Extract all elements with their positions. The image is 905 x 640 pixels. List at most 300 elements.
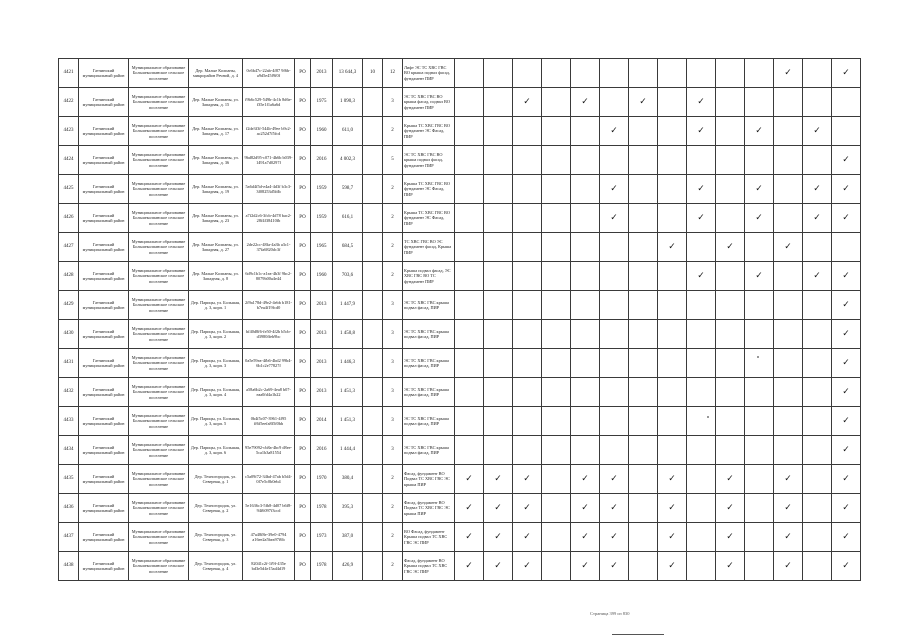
work-type-cell <box>716 233 745 262</box>
work-type-cell <box>832 407 861 436</box>
form-cell: РО <box>295 320 311 349</box>
table-row <box>59 262 861 291</box>
checkmark-icon: ✓ <box>523 96 531 107</box>
year-cell: 2016 <box>311 146 333 175</box>
checkmark-icon: ✓ <box>842 502 850 513</box>
row-id: 4425 <box>59 175 79 204</box>
floors-cell <box>363 436 383 465</box>
address-cell: Дер. Малые Колпаны, микрорайон Речной, д. 4 <box>189 59 243 88</box>
floors-cell <box>363 175 383 204</box>
work-type-cell <box>455 291 484 320</box>
work-type-cell <box>542 291 571 320</box>
fias-code-cell: 9bd82d95-c071-4b6b b039-1491a7d0297f <box>243 146 295 175</box>
table-row <box>59 523 861 552</box>
work-type-cell <box>513 262 542 291</box>
checkmark-icon: ✓ <box>697 212 705 223</box>
work-type-cell <box>803 378 832 407</box>
work-type-cell <box>629 349 658 378</box>
work-type-cell <box>832 320 861 349</box>
floors-cell <box>363 378 383 407</box>
work-type-cell <box>484 146 513 175</box>
year-cell: 2013 <box>311 349 333 378</box>
work-type-cell <box>716 436 745 465</box>
work-type-cell <box>600 349 629 378</box>
work-type-cell <box>571 88 600 117</box>
work-type-cell <box>803 291 832 320</box>
checkmark-icon: ✓ <box>610 560 618 571</box>
work-type-cell <box>484 204 513 233</box>
systems-cell: Фасад, фундамент ВО Крыша подвал ТС ХВС ГВС ЭС ПИР <box>403 552 455 581</box>
checkmark-icon: ✓ <box>726 502 734 513</box>
work-type-cell <box>774 146 803 175</box>
work-type-cell <box>716 146 745 175</box>
fias-code-cell: f9b6c529-549b-4c1b 8d6e-f35e1f1a6a6d <box>243 88 295 117</box>
work-type-cell <box>542 88 571 117</box>
district-cell: Гатчинский муниципальный район <box>79 262 129 291</box>
address-cell: Дер. Малые Колпаны, ул. Западная, д. 23 <box>189 204 243 233</box>
work-type-cell <box>455 204 484 233</box>
year-cell: 2013 <box>311 59 333 88</box>
checkmark-icon: ✓ <box>813 212 821 223</box>
work-type-cell <box>629 59 658 88</box>
work-type-cell <box>745 262 774 291</box>
work-type-cell <box>774 552 803 581</box>
work-type-cell <box>571 117 600 146</box>
address-cell: Дер. Парицы, ул. Большая, д. 3, корп. 6 <box>189 436 243 465</box>
checkmark-icon: ✓ <box>523 473 531 484</box>
work-type-cell <box>600 378 629 407</box>
table-row <box>59 291 861 320</box>
work-type-cell <box>745 378 774 407</box>
year-cell: 1959 <box>311 175 333 204</box>
fias-code-cell: a7f2d2c6-3fcb-4d78 bac2-28f4f38410fb <box>243 204 295 233</box>
checkmark-icon: ✓ <box>813 125 821 136</box>
work-type-cell <box>571 378 600 407</box>
work-type-cell <box>455 233 484 262</box>
checkmark-icon: ✓ <box>842 386 850 397</box>
work-type-cell <box>658 59 687 88</box>
entrances-cell: 3 <box>383 378 403 407</box>
area-cell: 616,1 <box>333 204 363 233</box>
work-type-cell <box>542 320 571 349</box>
work-type-cell <box>803 552 832 581</box>
row-id: 4428 <box>59 262 79 291</box>
work-type-cell <box>687 146 716 175</box>
checkmark-icon: ✓ <box>697 270 705 281</box>
work-type-cell <box>832 465 861 494</box>
work-type-cell <box>571 552 600 581</box>
fias-code-cell: bf40d8f6-fe50-4f2b b5cb-d3980ffeb9bc <box>243 320 295 349</box>
checkmark-icon: ✓ <box>813 270 821 281</box>
entrances-cell: 3 <box>383 349 403 378</box>
settlement-cell: Муниципальное образование Большеколпанское сельское поселение <box>129 262 189 291</box>
form-cell: РО <box>295 59 311 88</box>
systems-cell: Крыша ТС ХВС ГВС ВО фундамент ЭС Фасад, ПИР <box>403 204 455 233</box>
table-row <box>59 436 861 465</box>
work-type-cell <box>455 436 484 465</box>
work-type-cell <box>629 320 658 349</box>
work-type-cell <box>571 233 600 262</box>
settlement-cell: Муниципальное образование Большеколпанское сельское поселение <box>129 407 189 436</box>
work-type-cell <box>658 146 687 175</box>
district-cell: Гатчинский муниципальный район <box>79 117 129 146</box>
floors-cell: 10 <box>363 59 383 88</box>
form-cell: РО <box>295 407 311 436</box>
entrances-cell: 3 <box>383 291 403 320</box>
district-cell: Гатчинский муниципальный район <box>79 407 129 436</box>
work-type-cell <box>774 233 803 262</box>
systems-cell: ЭС ТС ХВС ГВС ВО крыша фасад, подвал ВО фундамент ПИР <box>403 88 455 117</box>
systems-cell: Крыша подвал фасад, ЭС ХВС ГВС ВО ТС фундамент ПИР <box>403 262 455 291</box>
checkmark-icon: ✓ <box>842 67 850 78</box>
work-type-cell <box>484 523 513 552</box>
work-type-cell <box>774 59 803 88</box>
scan-dot <box>757 356 759 358</box>
work-type-cell <box>774 349 803 378</box>
work-type-cell <box>600 494 629 523</box>
work-type-cell <box>774 465 803 494</box>
settlement-cell: Муниципальное образование Большеколпанское сельское поселение <box>129 291 189 320</box>
checkmark-icon: ✓ <box>726 560 734 571</box>
checkmark-icon: ✓ <box>842 154 850 165</box>
fias-code-cell: a58a6b2c-2a69-4ea8 b07-eaa0fd4a1b22 <box>243 378 295 407</box>
work-type-cell <box>484 378 513 407</box>
checkmark-icon: ✓ <box>813 183 821 194</box>
floors-cell <box>363 233 383 262</box>
work-type-cell <box>832 117 861 146</box>
work-type-cell <box>600 262 629 291</box>
work-type-cell <box>513 523 542 552</box>
work-type-cell <box>774 204 803 233</box>
area-cell: 1 446,3 <box>333 349 363 378</box>
district-cell: Гатчинский муниципальный район <box>79 378 129 407</box>
work-type-cell <box>571 523 600 552</box>
systems-cell: Фасад, фундамент ВО Подвал ТС ХВС ГВС ЭС крыша ПИР <box>403 465 455 494</box>
work-type-cell <box>513 146 542 175</box>
floors-cell <box>363 291 383 320</box>
checkmark-icon: ✓ <box>610 183 618 194</box>
settlement-cell: Муниципальное образование Большеколпанское сельское поселение <box>129 88 189 117</box>
page-footer: Страница 399 из 830 <box>590 611 630 616</box>
work-type-cell <box>484 59 513 88</box>
row-id: 4430 <box>59 320 79 349</box>
entrances-cell: 2 <box>383 175 403 204</box>
fias-code-cell: f2de3f3f-544b-49ee b9c2-ac252d7f5fcd <box>243 117 295 146</box>
systems-cell: ЭС ТС ХВС ГВС крыша подвал фасад, ПИР <box>403 436 455 465</box>
row-id: 4435 <box>59 465 79 494</box>
checkmark-icon: ✓ <box>784 531 792 542</box>
work-type-cell <box>745 291 774 320</box>
work-type-cell <box>774 378 803 407</box>
work-type-cell <box>513 494 542 523</box>
work-type-cell <box>745 320 774 349</box>
district-cell: Гатчинский муниципальный район <box>79 291 129 320</box>
work-type-cell <box>513 233 542 262</box>
settlement-cell: Муниципальное образование Большеколпанское сельское поселение <box>129 378 189 407</box>
work-type-cell <box>600 407 629 436</box>
work-type-cell <box>455 465 484 494</box>
settlement-cell: Муниципальное образование Большеколпанское сельское поселение <box>129 233 189 262</box>
table-row <box>59 465 861 494</box>
work-type-cell <box>687 407 716 436</box>
work-type-cell <box>455 146 484 175</box>
work-type-cell <box>455 320 484 349</box>
work-type-cell <box>513 117 542 146</box>
form-cell: РО <box>295 494 311 523</box>
address-cell: Дер. Парицы, ул. Большая, д. 3, корп. 2 <box>189 320 243 349</box>
year-cell: 2014 <box>311 407 333 436</box>
row-id: 4424 <box>59 146 79 175</box>
floors-cell <box>363 552 383 581</box>
work-type-cell <box>745 494 774 523</box>
systems-cell: ЭС ТС ХВС ГВС крыша подвал фасад, ПИР <box>403 320 455 349</box>
work-type-cell <box>542 262 571 291</box>
work-type-cell <box>716 175 745 204</box>
work-type-cell <box>629 262 658 291</box>
district-cell: Гатчинский муниципальный район <box>79 523 129 552</box>
work-type-cell <box>803 320 832 349</box>
work-type-cell <box>571 204 600 233</box>
work-type-cell <box>774 291 803 320</box>
checkmark-icon: ✓ <box>639 96 647 107</box>
work-type-cell <box>658 552 687 581</box>
checkmark-icon: ✓ <box>842 299 850 310</box>
work-type-cell <box>687 465 716 494</box>
year-cell: 1975 <box>311 88 333 117</box>
area-cell: 1 447,9 <box>333 291 363 320</box>
work-type-cell <box>629 494 658 523</box>
work-type-cell <box>455 523 484 552</box>
row-id: 4423 <box>59 117 79 146</box>
checkmark-icon: ✓ <box>784 67 792 78</box>
floors-cell <box>363 262 383 291</box>
checkmark-icon: ✓ <box>755 125 763 136</box>
area-cell: 684,5 <box>333 233 363 262</box>
work-type-cell <box>745 88 774 117</box>
systems-cell: ЭС ТС ХВС ГВС крыша подвал фасад, ПИР <box>403 378 455 407</box>
entrances-cell: 5 <box>383 146 403 175</box>
row-id: 4437 <box>59 523 79 552</box>
form-cell: РО <box>295 146 311 175</box>
area-cell: 1 450,8 <box>333 320 363 349</box>
work-type-cell <box>513 349 542 378</box>
work-type-cell <box>774 523 803 552</box>
work-type-cell <box>455 59 484 88</box>
year-cell: 1959 <box>311 204 333 233</box>
area-cell: 598,7 <box>333 175 363 204</box>
checkmark-icon: ✓ <box>494 473 502 484</box>
work-type-cell <box>484 117 513 146</box>
work-type-cell <box>513 436 542 465</box>
work-type-cell <box>658 349 687 378</box>
work-type-cell <box>600 436 629 465</box>
work-type-cell <box>571 407 600 436</box>
systems-cell: Крыша ТС ХВС ГВС ВО фундамент ЭС Фасад, ПИР <box>403 117 455 146</box>
fias-code-cell: 5a6d4f5d-e4a4-4d3f b3c3-3f08253d5fdb <box>243 175 295 204</box>
area-cell: 1 444,4 <box>333 436 363 465</box>
entrances-cell: 2 <box>383 523 403 552</box>
work-type-cell <box>832 523 861 552</box>
work-type-cell <box>745 407 774 436</box>
work-type-cell <box>455 552 484 581</box>
work-type-cell <box>542 59 571 88</box>
work-type-cell <box>542 175 571 204</box>
checkmark-icon: ✓ <box>668 560 676 571</box>
buildings-table <box>58 58 861 581</box>
row-id: 4429 <box>59 291 79 320</box>
district-cell: Гатчинский муниципальный район <box>79 175 129 204</box>
checkmark-icon: ✓ <box>581 96 589 107</box>
entrances-cell: 2 <box>383 552 403 581</box>
work-type-cell <box>745 117 774 146</box>
scan-line <box>612 634 664 635</box>
work-type-cell <box>455 378 484 407</box>
work-type-cell <box>745 59 774 88</box>
work-type-cell <box>629 465 658 494</box>
settlement-cell: Муниципальное образование Большеколпанское сельское поселение <box>129 349 189 378</box>
work-type-cell <box>745 523 774 552</box>
work-type-cell <box>687 523 716 552</box>
work-type-cell <box>803 465 832 494</box>
table-row <box>59 175 861 204</box>
checkmark-icon: ✓ <box>784 560 792 571</box>
work-type-cell <box>600 146 629 175</box>
work-type-cell <box>716 117 745 146</box>
address-cell: Дер. Малые Колпаны, ул. Западная, д. 19 <box>189 175 243 204</box>
floors-cell <box>363 204 383 233</box>
work-type-cell <box>629 175 658 204</box>
work-type-cell <box>716 378 745 407</box>
work-type-cell <box>571 175 600 204</box>
floors-cell <box>363 146 383 175</box>
area-cell: 4 002,3 <box>333 146 363 175</box>
work-type-cell <box>687 175 716 204</box>
form-cell: РО <box>295 465 311 494</box>
address-cell: Дер. Малые Колпаны, ул. Западная, д. 36 <box>189 146 243 175</box>
systems-cell: ЭС ТС ХВС ГВС крыша подвал фасад, ПИР <box>403 407 455 436</box>
checkmark-icon: ✓ <box>523 531 531 542</box>
work-type-cell <box>803 349 832 378</box>
table-row <box>59 146 861 175</box>
systems-cell: Лифт ЭС ТС ХВС ГВС ВО крыша подвал фасад, фундамент ПИР <box>403 59 455 88</box>
work-type-cell <box>571 146 600 175</box>
work-type-cell <box>455 262 484 291</box>
work-type-cell <box>658 262 687 291</box>
work-type-cell <box>687 59 716 88</box>
settlement-cell: Муниципальное образование Большеколпанское сельское поселение <box>129 465 189 494</box>
table-row <box>59 204 861 233</box>
entrances-cell: 12 <box>383 59 403 88</box>
settlement-cell: Муниципальное образование Большеколпанское сельское поселение <box>129 117 189 146</box>
row-id: 4432 <box>59 378 79 407</box>
work-type-cell <box>600 59 629 88</box>
work-type-cell <box>513 291 542 320</box>
checkmark-icon: ✓ <box>784 502 792 513</box>
work-type-cell <box>484 320 513 349</box>
work-type-cell <box>803 233 832 262</box>
work-type-cell <box>716 59 745 88</box>
form-cell: РО <box>295 88 311 117</box>
row-id: 4421 <box>59 59 79 88</box>
year-cell: 1978 <box>311 494 333 523</box>
work-type-cell <box>571 436 600 465</box>
work-type-cell <box>542 117 571 146</box>
form-cell: РО <box>295 233 311 262</box>
district-cell: Гатчинский муниципальный район <box>79 494 129 523</box>
fias-code-cell: 95e79092-cb8a-4bc9 d8ee-5ca1b3a81554 <box>243 436 295 465</box>
work-type-cell <box>832 175 861 204</box>
checkmark-icon: ✓ <box>842 415 850 426</box>
checkmark-icon: ✓ <box>465 473 473 484</box>
work-type-cell <box>774 262 803 291</box>
work-type-cell <box>803 436 832 465</box>
work-type-cell <box>774 494 803 523</box>
work-type-cell <box>658 175 687 204</box>
checkmark-icon: ✓ <box>610 502 618 513</box>
work-type-cell <box>832 494 861 523</box>
table-row <box>59 494 861 523</box>
entrances-cell: 2 <box>383 233 403 262</box>
row-id: 4422 <box>59 88 79 117</box>
checkmark-icon: ✓ <box>842 270 850 281</box>
table-row <box>59 88 861 117</box>
entrances-cell: 3 <box>383 407 403 436</box>
work-type-cell <box>600 320 629 349</box>
work-type-cell <box>716 465 745 494</box>
area-cell: 426,9 <box>333 552 363 581</box>
area-cell: 380,4 <box>333 465 363 494</box>
systems-cell: ВО Фасад, фундамент Крыша подвал ТС ХВС ГВС ЭС ПИР <box>403 523 455 552</box>
floors-cell <box>363 88 383 117</box>
checkmark-icon: ✓ <box>842 328 850 339</box>
work-type-cell <box>745 436 774 465</box>
fias-code-cell: 47a48f8e-39e0-4794 a16ee2a5bea97f6b <box>243 523 295 552</box>
work-type-cell <box>658 407 687 436</box>
work-type-cell <box>571 320 600 349</box>
settlement-cell: Муниципальное образование Большеколпанское сельское поселение <box>129 175 189 204</box>
work-type-cell <box>484 436 513 465</box>
work-type-cell <box>774 117 803 146</box>
work-type-cell <box>513 407 542 436</box>
work-type-cell <box>513 320 542 349</box>
area-cell: 387,0 <box>333 523 363 552</box>
entrances-cell: 3 <box>383 320 403 349</box>
district-cell: Гатчинский муниципальный район <box>79 465 129 494</box>
form-cell: РО <box>295 262 311 291</box>
work-type-cell <box>513 175 542 204</box>
settlement-cell: Муниципальное образование Большеколпанское сельское поселение <box>129 146 189 175</box>
district-cell: Гатчинский муниципальный район <box>79 436 129 465</box>
area-cell: 1 451,3 <box>333 378 363 407</box>
work-type-cell <box>571 291 600 320</box>
work-type-cell <box>803 146 832 175</box>
year-cell: 1960 <box>311 262 333 291</box>
work-type-cell <box>832 349 861 378</box>
work-type-cell <box>484 233 513 262</box>
work-type-cell <box>803 262 832 291</box>
checkmark-icon: ✓ <box>842 531 850 542</box>
work-type-cell <box>600 465 629 494</box>
form-cell: РО <box>295 523 311 552</box>
fias-code-cell: c5a09f72-34bd-47ab b5d4-0f7e5c0b0eb4 <box>243 465 295 494</box>
work-type-cell <box>745 146 774 175</box>
work-type-cell <box>600 175 629 204</box>
row-id: 4436 <box>59 494 79 523</box>
checkmark-icon: ✓ <box>726 531 734 542</box>
work-type-cell <box>716 349 745 378</box>
district-cell: Гатчинский муниципальный район <box>79 320 129 349</box>
work-type-cell <box>658 117 687 146</box>
